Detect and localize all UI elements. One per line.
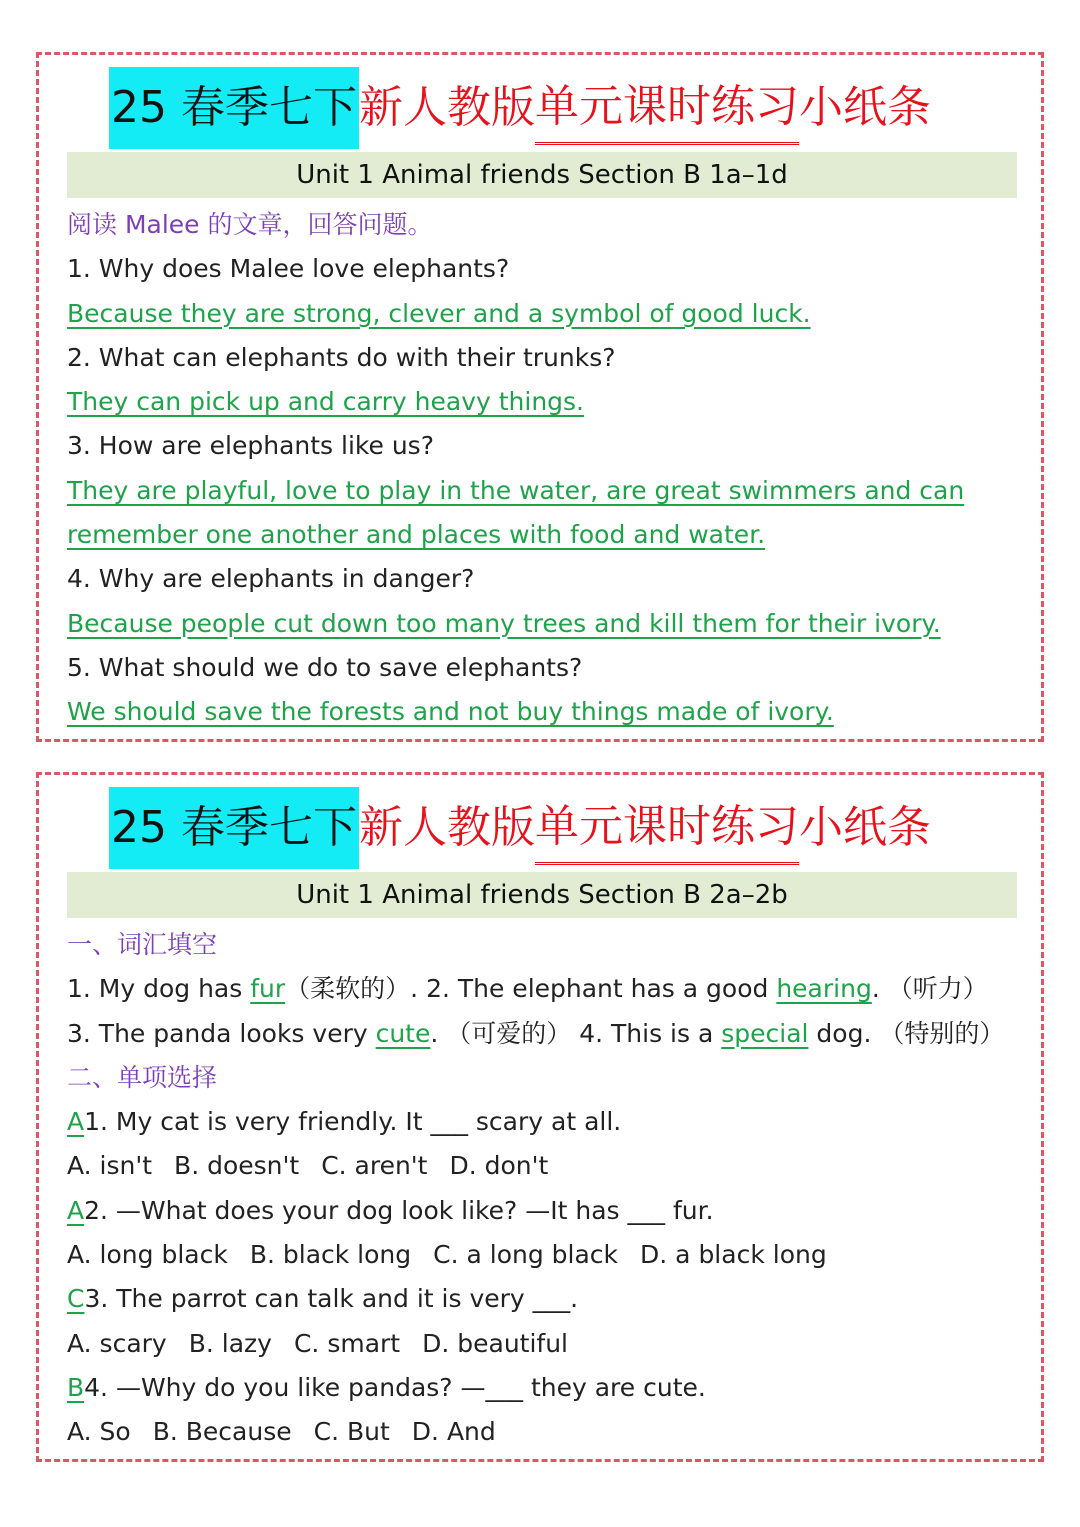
mc-options [67,1144,1017,1188]
vocab-text: 3. The panda looks very [67,1018,376,1048]
vocab-text: . （听力） [871,974,988,1004]
mc-answer: C [67,1284,85,1314]
answer: Because people cut down too many trees and kill them for their ivory. [67,608,941,638]
vocab-text: 1. My dog has [67,974,251,1004]
mc-option: C. smart [293,1328,401,1358]
vocab-answer: special [721,1018,809,1048]
mc-option: D. a black long [640,1240,827,1270]
vocab-text: dog. （特别的） [808,1018,1005,1048]
mc-answer: A [67,1107,85,1137]
vocab-answer: fur [250,974,286,1004]
answer: Because they are strong, clever and a symbol of good luck. [67,298,811,328]
answer: We should save the forests and not buy things made of ivory. [67,697,834,727]
question: 4. Why are elephants in danger? [67,564,475,594]
mc-question [67,1100,1017,1144]
mc-option: C. But [313,1417,390,1447]
vocab-line [67,967,1017,1011]
mc-option: B. Because [152,1417,292,1447]
mc-answer: B [67,1372,85,1402]
title-red-part: 小纸条 [798,82,931,133]
mc-question-text: 2. —What does your dog look like? —It has ___ fur. [84,1195,714,1225]
question: 3. How are elephants like us? [67,431,434,461]
mc-option: B. lazy [188,1328,272,1358]
title-highlight: 25 春季七下 [109,787,359,869]
answer: remember one another and places with food and water. [67,520,766,550]
mc-answer: A [67,1195,85,1225]
mc-option: D. beautiful [422,1328,569,1358]
section-heading-vocab: 一、词汇填空 [67,930,218,959]
mc-option: A. So [67,1417,131,1447]
title-red-part: 新人教版 [358,82,535,133]
mc-question-text: 4. —Why do you like pandas? —___ they are cute. [84,1372,706,1402]
title-red-underlined: 单元课时练习 [535,792,799,865]
mc-question [67,1277,1017,1321]
title-red-part: 小纸条 [798,802,931,853]
exercises [67,923,1017,1455]
worksheet-card-2 [36,772,1044,1462]
mc-option: D. And [411,1417,496,1447]
mc-question-text: 3. The parrot can talk and it is very ___. [84,1284,579,1314]
title-highlight: 25 春季七下 [109,67,359,149]
question: 2. What can elephants do with their trunks? [67,342,616,372]
mc-question [67,1189,1017,1233]
vocab-line [67,1012,1017,1056]
card-title [109,787,931,869]
mc-question-text: 1. My cat is very friendly. It ___ scary at all. [84,1107,622,1137]
mc-options [67,1410,1017,1454]
mc-option: A. isn't [67,1151,153,1181]
card-title [109,67,931,149]
vocab-answer: cute [375,1018,431,1048]
section-heading-choice: 二、单项选择 [67,1062,218,1092]
mc-option: C. aren't [321,1151,428,1181]
question: 5. What should we do to save elephants? [67,652,583,682]
vocab-answer: hearing [776,974,872,1004]
unit-banner: Unit 1 Animal friends Section B 1a–1d [67,152,1017,198]
title-red-underlined: 单元课时练习 [535,72,799,145]
mc-option: A. scary [67,1328,167,1358]
worksheet-card-1 [36,52,1044,742]
mc-question [67,1366,1017,1410]
mc-option: B. black long [249,1240,412,1270]
title-red-part: 新人教版 [358,802,535,853]
mc-option: B. doesn't [174,1151,300,1181]
reading-questions [67,203,1017,735]
mc-option: D. don't [449,1151,549,1181]
answer: They can pick up and carry heavy things. [67,387,585,417]
mc-option: A. long black [67,1240,228,1270]
mc-options [67,1233,1017,1277]
question: 1. Why does Malee love elephants? [67,254,510,284]
answer: They are playful, love to play in the water, are great swimmers and can [67,475,965,505]
mc-option: C. a long black [433,1240,619,1270]
mc-options [67,1322,1017,1366]
vocab-text: . （可爱的） 4. This is a [430,1018,722,1048]
unit-banner: Unit 1 Animal friends Section B 2a–2b [67,872,1017,918]
instruction: 阅读 Malee 的文章，回答问题。 [67,210,433,239]
vocab-text: （柔软的）. 2. The elephant has a good [285,974,777,1004]
